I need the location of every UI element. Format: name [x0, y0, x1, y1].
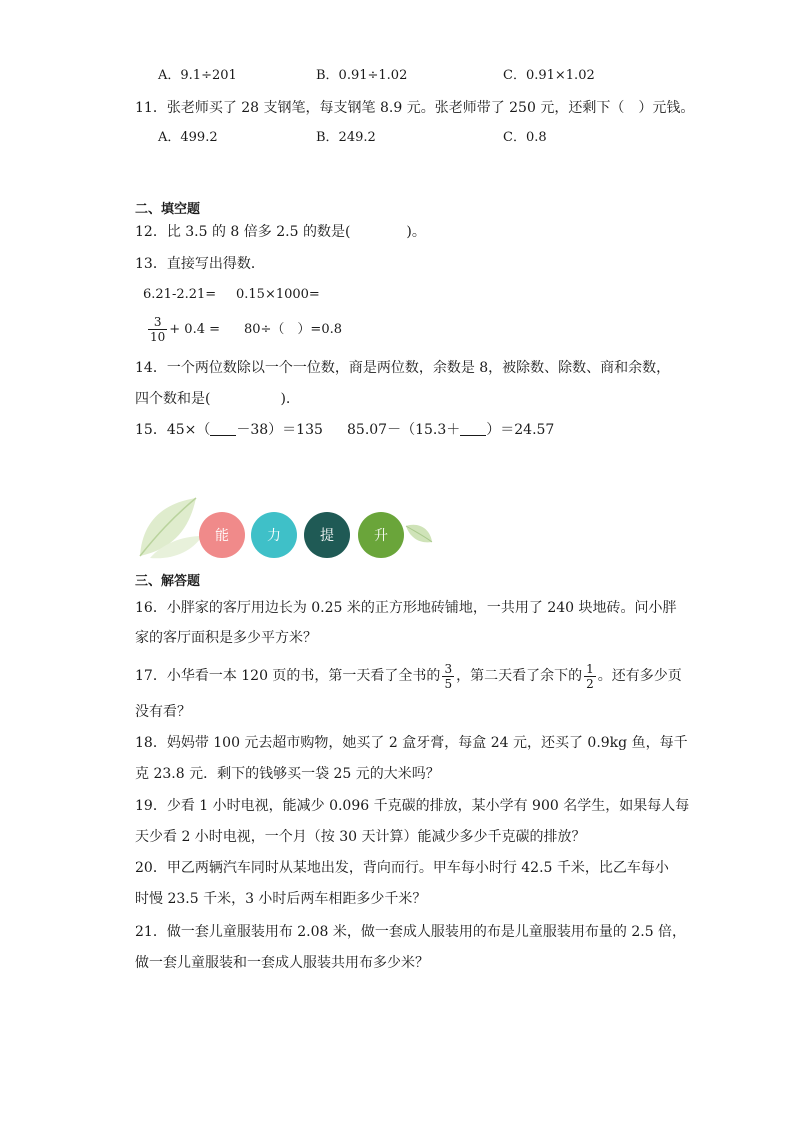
q21-line-2: 做一套儿童服装和一套成人服装共用布多少米？	[135, 955, 429, 971]
q14-line-1: 14．一个两位数除以一个一位数，商是两位数，余数是 8，被除数、除数、商和余数，	[135, 360, 671, 376]
q17-part-3: 。还有多少页	[597, 668, 682, 684]
fraction-numerator: 1	[586, 661, 594, 676]
q10-option-a: A．9.1÷201	[158, 68, 237, 83]
section-3-title: 三、解答题	[135, 574, 201, 589]
q21-line-1: 21．做一套儿童服装用布 2.08 米，做一套成人服装用的布是儿童服装用布量的 2.5 倍，	[135, 924, 687, 940]
blank	[460, 421, 486, 436]
q10-option-b: B．0.91÷1.02	[316, 68, 408, 83]
fraction	[442, 662, 454, 691]
q13-expr-2: 0.15×1000=	[236, 287, 320, 302]
q17-line-1	[135, 660, 682, 692]
q13-expr-3-rest: + 0.4 =	[169, 322, 221, 337]
q15-part-1	[135, 420, 323, 440]
q11-option-b: B．249.2	[316, 130, 376, 145]
q20-line-2: 时慢 23.5 千米，3 小时后两车相距多少千米？	[135, 891, 427, 907]
fraction-denominator: 2	[586, 676, 594, 691]
q11-option-a: A．499.2	[158, 130, 218, 145]
q20-line-1: 20．甲乙两辆汽车同时从某地出发，背向而行。甲车每小时行 42.5 千米，比乙车每小	[135, 860, 669, 876]
q13-expr-4: 80÷（ ）=0.8	[244, 322, 343, 337]
q11-stem: 11．张老师买了 28 支钢笔，每支钢笔 8.9 元。张老师带了 250 元，还剩下（ ）元钱。	[135, 100, 695, 116]
fraction-denominator: 10	[150, 330, 166, 344]
q13-expr-1: 6.21-2.21=	[143, 287, 217, 302]
q16-line-1: 16．小胖家的客厅用边长为 0.25 米的正方形地砖铺地，一共用了 240 块地砖。问小胖	[135, 600, 677, 616]
q12: 12．比 3.5 的 8 倍多 2.5 的数是( )。	[135, 224, 426, 240]
q11-option-c: C．0.8	[503, 130, 547, 145]
q13-expr-3	[146, 314, 220, 346]
fraction-denominator: 5	[444, 676, 453, 691]
q15-part-2	[347, 420, 554, 440]
blank	[210, 421, 236, 436]
fraction-numerator: 3	[444, 661, 453, 676]
q15-part-1-a: 15．45×（	[135, 422, 211, 438]
q15-part-2-b: ）＝24.57	[486, 422, 555, 438]
fraction	[584, 662, 596, 691]
banner-circle-1: 能	[199, 512, 245, 558]
q13-stem: 13．直接写出得数．	[135, 256, 265, 272]
fraction-numerator: 3	[148, 315, 167, 330]
q16-line-2: 家的客厅面积是多少平方米？	[135, 630, 317, 646]
q10-option-c: C．0.91×1.02	[503, 68, 595, 83]
q15-part-1-b: －38）＝135	[236, 422, 323, 438]
q15-part-2-a: 85.07－（15.3＋	[347, 422, 461, 438]
q17-part-2: ，第二天看了余下的	[456, 668, 583, 684]
q18-line-1: 18．妈妈带 100 元去超市购物，她买了 2 盒牙膏，每盒 24 元，还买了 0.9kg 鱼，每千	[135, 735, 688, 751]
q14-line-2: 四个数和是( ).	[135, 391, 291, 407]
banner-circle-3: 提	[304, 512, 350, 558]
q17-part-1: 17．小华看一本 120 页的书，第一天看了全书的	[135, 668, 441, 684]
banner-circle-4: 升	[358, 512, 404, 558]
q17-line-2: 没有看？	[135, 704, 191, 720]
q19-line-1: 19．少看 1 小时电视，能减少 0.096 千克碳的排放，某小学有 900 名学生，如果每人每	[135, 798, 690, 814]
q18-line-2: 克 23.8 元．剩下的钱够买一袋 25 元的大米吗？	[135, 766, 440, 782]
section-2-title: 二、填空题	[135, 202, 201, 217]
small-leaf-icon	[404, 522, 434, 546]
banner-circle-2: 力	[251, 512, 297, 558]
leaf-decoration-icon	[136, 496, 206, 560]
q19-line-2: 天少看 2 小时电视，一个月（按 30 天计算）能减少多少千克碳的排放？	[135, 829, 586, 845]
fraction	[148, 315, 167, 344]
